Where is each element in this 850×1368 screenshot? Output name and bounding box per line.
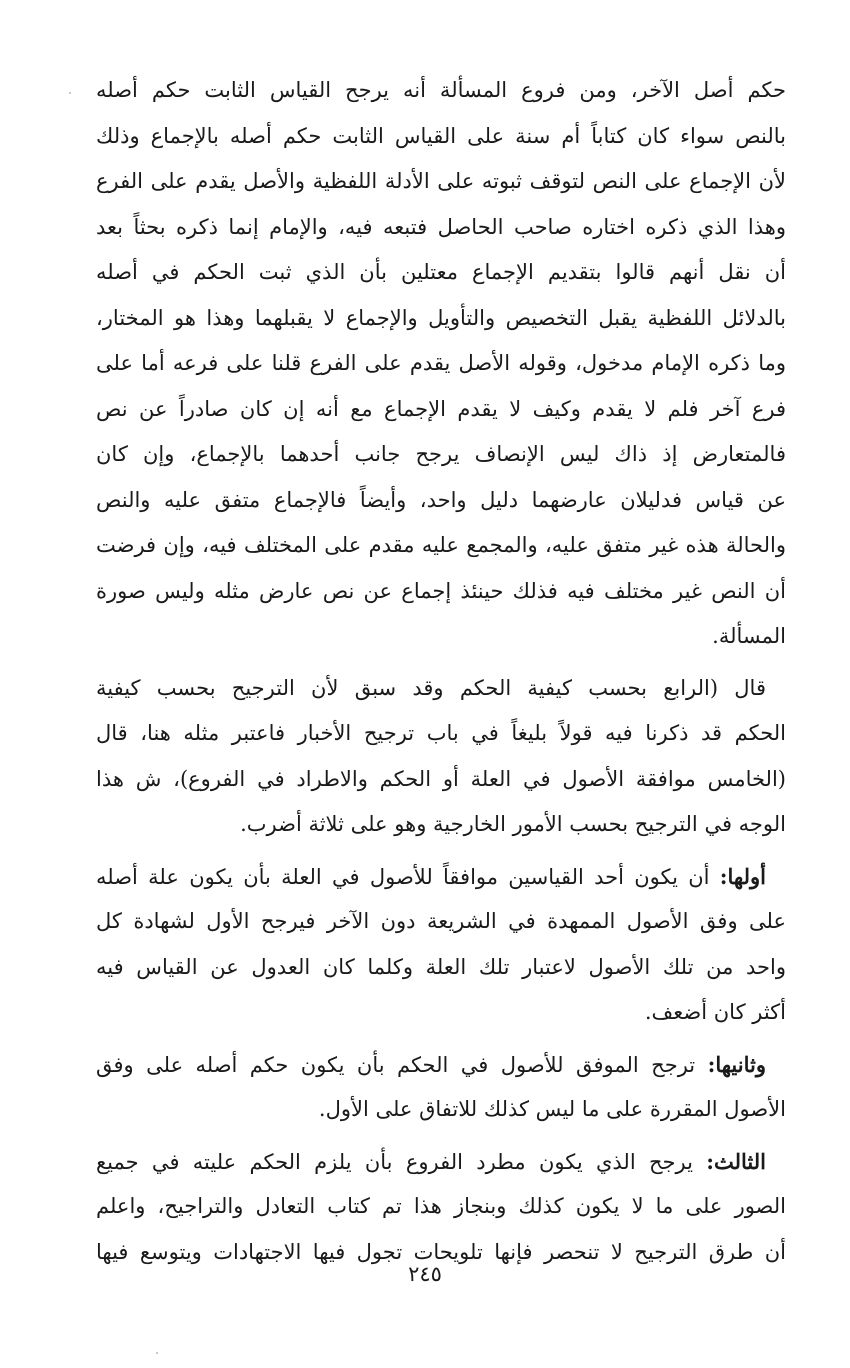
text-line: عن قياس فدليلان عارضهما دليل واحد، وأيضاً فالإجماع متفق عليه والنص (96, 487, 786, 512)
text-line: المسألة. (712, 624, 786, 648)
text-line (96, 1139, 786, 1185)
text-line: فالمتعارض إذ ذاك ليس الإنصاف يرجح جانب أحدهما بالإجماع، وإن كان (96, 442, 786, 466)
text-line: على وفق الأصول الممهدة في الشريعة دون الآخر فيرجح الأول لشهادة كل (96, 909, 786, 933)
paragraph-4 (96, 1042, 786, 1133)
text-line: بالنص سواء كان كتاباً أم سنة على القياس الثابت حكم أصله بالإجماع وذلك (96, 123, 786, 148)
scan-speck (69, 92, 71, 94)
page-number: ٢٤٥ (408, 1262, 442, 1286)
text-line: بالدلائل اللفظية يقبل التخصيص والتأويل والإجماع لا يقبلهما وهذا هو المختار، (96, 305, 786, 330)
text-line: أن طرق الترجيح لا تنحصر فإنها تلويحات تجول فيها الاجتهادات ويتوسع فيها (96, 1239, 786, 1264)
text-line: الحكم قد ذكرنا فيه قولاً بليغاً في باب ترجيح الأخبار فاعتبر مثله هنا، قال (96, 721, 786, 745)
text-line: واحد من تلك الأصول لاعتبار تلك العلة وكلما كان العدول عن القياس فيه (96, 954, 786, 979)
paragraph-1 (96, 68, 786, 660)
text-line: حكم أصل الآخر، ومن فروع المسألة أنه يرجح القياس الثابت حكم أصله (96, 78, 786, 102)
text-line: أن النص غير مختلف فيه فذلك حينئذ إجماع عن نص عارض مثله وليس صورة (96, 578, 786, 603)
text-line: وما ذكره الإمام مدخول، وقوله الأصل يقدم على الفرع قلنا على فرعه أما على (96, 351, 786, 375)
text-line: والحالة هذه غير متفق عليه، والمجمع عليه مقدم على المختلف فيه، وإن فرضت (96, 533, 786, 557)
text-line: أن نقل أنهم قالوا بتقديم الإجماع معتلين بأن الذي ثبت الحكم في أصله (96, 260, 786, 284)
paragraph-2 (96, 666, 786, 848)
text-line-body: يرجح الذي يكون مطرد الفروع بأن يلزم الحكم عليته في جميع (96, 1149, 693, 1174)
text-line: الأصول المقررة على ما ليس كذلك للاتفاق على الأول. (318, 1097, 786, 1121)
text-line: قال (الرابع بحسب كيفية الحكم وقد سبق لأن الترجيح بحسب كيفية (96, 675, 766, 700)
text-line: وهذا الذي ذكره اختاره صاحب الحاصل فتبعه فيه، والإمام إنما ذكره بحثاً بعد (96, 214, 786, 239)
text-line: الوجه في الترجيح بحسب الأمور الخارجية وهو على ثلاثة أضرب. (240, 812, 786, 836)
scan-speck (156, 1352, 158, 1354)
paragraph-lead: الثالث: (706, 1148, 766, 1174)
text-line: فرع آخر فلم لا يقدم وكيف لا يقدم الإجماع مع أنه إن كان صادراً عن نص (96, 396, 786, 421)
paragraph-3 (96, 854, 786, 1036)
text-line: لأن الإجماع على النص لتوقف ثبوته على الأدلة اللفظية والأصل يقدم على الفرع (96, 169, 786, 193)
text-line: أكثر كان أضعف. (644, 1000, 786, 1024)
paragraph-lead: أولها: (719, 863, 766, 889)
text-line (96, 854, 786, 900)
paragraph-lead: وثانيها: (707, 1051, 766, 1077)
text-line: (الخامس موافقة الأصول في العلة أو الحكم والاطراد في الفروع)، ش هذا (96, 766, 786, 791)
text-line: الصور على ما لا يكون كذلك وبنجاز هذا تم كتاب التعادل والتراجيح، واعلم (96, 1194, 786, 1218)
text-line-body: ترجح الموفق للأصول في الحكم بأن يكون حكم أصله على وفق (96, 1052, 696, 1077)
text-line (96, 1042, 786, 1088)
text-line-body: أن يكون أحد القياسين موافقاً للأصول في العلة بأن يكون علة أصله (96, 864, 710, 889)
paragraph-5 (96, 1139, 786, 1276)
body-text (96, 68, 786, 1275)
